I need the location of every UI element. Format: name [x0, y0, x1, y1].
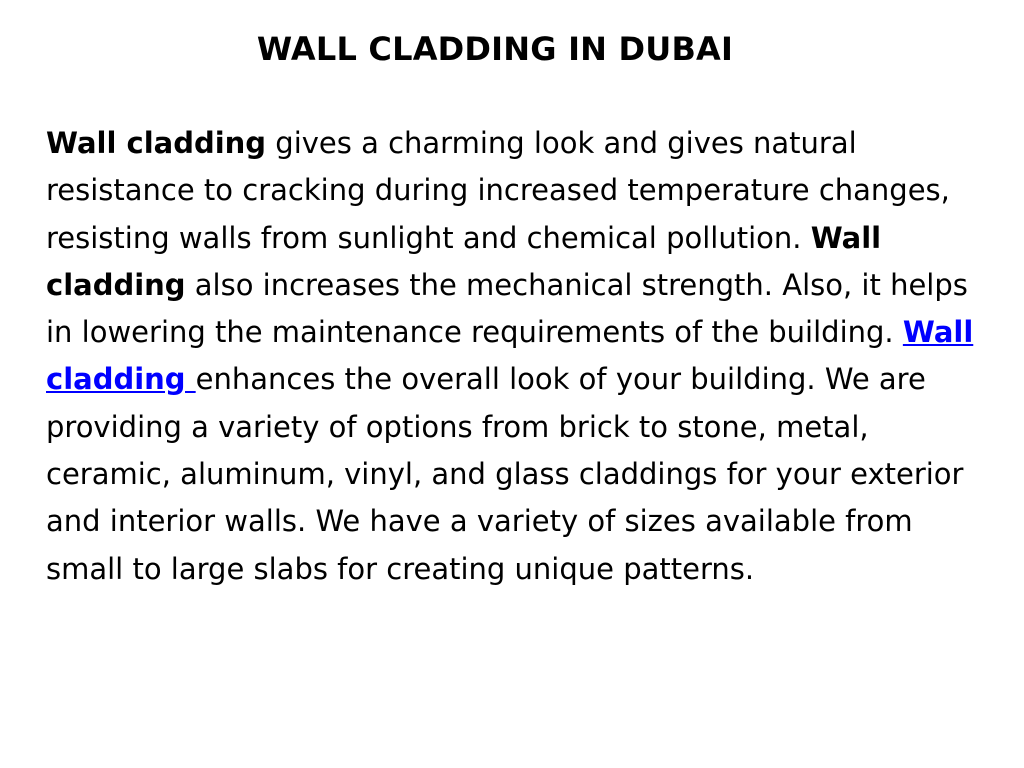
bold-term-wall-cladding-2: Wall cladding [46, 220, 882, 302]
body-paragraph [46, 120, 986, 593]
body-text-segment-1: gives a charming look and gives natural resistance to cracking during increased temperature changes, resisting walls from sunlight and chemical pollution. [46, 126, 950, 255]
bold-term-wall-cladding-1: Wall cladding [46, 126, 267, 160]
body-text-segment-2: also increases the mechanical strength. Also, it helps in lowering the maintenance requirements of the building. [46, 267, 968, 350]
body-text-segment-3: enhances the overall look of your building. We are providing a variety of options from brick to stone, metal, ceramic, aluminum, vinyl, and glass claddings for your exterior and interior walls. We have a variety of sizes available from small to large slabs for creating unique patterns. [46, 362, 964, 586]
wall-cladding-link[interactable]: Wall cladding [46, 315, 974, 397]
slide-title: WALL CLADDING IN DUBAI [256, 30, 734, 68]
